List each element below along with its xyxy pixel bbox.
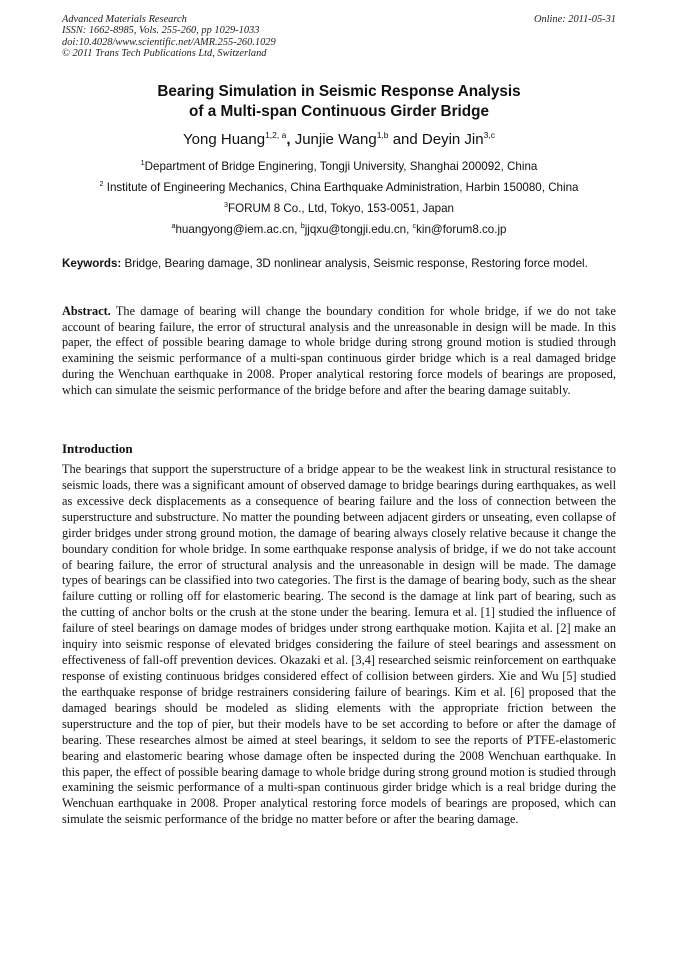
affiliation-text: Institute of Engineering Mechanics, China Earthquake Administration, Harbin 150080, China xyxy=(103,181,579,194)
email-sup: c xyxy=(412,221,417,230)
email-line xyxy=(62,219,616,240)
affiliation-text: Department of Bridge Enginering, Tongji University, Shanghai 200092, China xyxy=(144,160,538,173)
author-name: Yong Huang xyxy=(183,131,266,148)
keywords-label: Keywords: xyxy=(62,257,122,270)
affiliation-line xyxy=(62,156,616,177)
author-sup: 3,c xyxy=(483,130,495,140)
author-sup: 1,b xyxy=(376,130,389,140)
author-list xyxy=(62,130,616,150)
title-line-1: Bearing Simulation in Seismic Response Analysis xyxy=(157,83,521,100)
online-date: Online: 2011-05-31 xyxy=(533,14,616,25)
email-text: kin@forum8.co.jp xyxy=(416,223,507,236)
email-text: huangyong@iem.ac.cn, xyxy=(175,223,301,236)
author-separator: , xyxy=(286,131,295,148)
email-sup: a xyxy=(171,221,176,230)
affiliation-text: FORUM 8 Co., Ltd, Tokyo, 153-0051, Japan xyxy=(228,202,454,215)
keywords-text: Bridge, Bearing damage, 3D nonlinear analysis, Seismic response, Restoring force model. xyxy=(121,257,588,270)
issn-line: ISSN: 1662-8985, Vols. 255-260, pp 1029-1033 xyxy=(62,25,260,37)
affiliation-sup: 1 xyxy=(140,158,145,167)
affiliation-sup: 2 xyxy=(99,179,104,188)
journal-name: Advanced Materials Research xyxy=(62,14,187,25)
title-line-2: of a Multi-span Continuous Girder Bridge xyxy=(189,102,489,120)
author-name: Junjie Wang xyxy=(294,131,377,148)
affiliations xyxy=(62,156,616,240)
email-sup: b xyxy=(300,221,305,230)
author-separator: and xyxy=(388,131,422,148)
affiliation-sup: 3 xyxy=(224,200,228,209)
paper-title xyxy=(62,82,616,121)
affiliation-line xyxy=(62,198,616,219)
email-text: jjqxu@tongji.edu.cn, xyxy=(304,223,413,236)
journal-header xyxy=(62,14,616,60)
introduction-paragraph: The bearings that support the superstructure of a bridge appear to be the weakest link in structural resistance to seismic loads, there was a significant amount of observed damage to bridge bearings during earthquakes, as well as excessive deck displacements as a consequence of bearing failure and the loss of connection between the superstructure and substructure. No matter the pounding between adjacent girders or unseating, even collapse of girder bridges under strong ground motion, the damage of bearing always closely relative because it change the boundary condition for whole bridge. In some earthquake response analysis of bridge, if we do not take account of bearing failure, the error of structural analysis and the unreasonable in design will be made. The damage types of bearings can be classified into two categories. The first is the damage of bearing body, such as the shear failure cutting or rolling off for elastomeric bearing. The second is the damage at link part of bearing, such as the cutting of anchor bolts or the crush at the stone under the bearing. Iemura et al. [1] studied the influence of failure of steel bearings on damage modes of bridges under strong earthquake motion. Kajita et al. [2] make an inquiry into seismic response of elevated bridges considering the failure of steel bearings and assessment on effectiveness of fall-off prevention devices. Okazaki et al. [3,4] researched seismic reinforcement on earthquake response of existing continuous bridges considered effect of collision between girders. Xie and Wu [5] studied the earthquake response of bridge restrainers considering failure of bearings. Kim et al. [6] proposed that the damaged bearings should be modeled as sliding elements with the appropriate friction between the superstructure and the top of pier, but their models have to be set according to before or after the damage of bearing. These researches almost be aimed at steel bearings, it seldom to see the reports of PTFE-elastomeric bearing and elastomeric bearing whose damage often be inspected during the 2008 Wenchuan earthquake. In this paper, the effect of possible bearing damage to whole bridge during strong ground motion is studied through examining the seismic performance of a multi-span continuous girder bridge which is a real bridge during the Wenchuan earthquake in 2008. Proper analytical restoring force models of bearings are proposed, which can simulate the seismic performance of the bridge no matter before or after the bearing damage. xyxy=(62,462,616,827)
abstract-text: The damage of bearing will change the boundary condition for whole bridge, if we do not take account of bearing failure, the error of structural analysis and the unreasonable in design will be made. In this paper, the effect of possible bearing damage to whole bridge during strong ground motion is studied through examining the seismic performance of a multi-span continuous girder bridge which is a real damaged bridge during the Wenchuan earthquake in 2008. Proper analytical restoring force models of bearings are proposed, which can simulate the seismic performance of the bridge before and after the bearing damage suitably. xyxy=(62,304,616,397)
abstract-label: Abstract. xyxy=(62,304,111,318)
abstract-paragraph xyxy=(62,304,616,398)
keywords-paragraph xyxy=(62,257,616,272)
author-sup: 1,2, a xyxy=(265,130,287,140)
author-name: Deyin Jin xyxy=(421,131,484,148)
affiliation-line xyxy=(62,177,616,198)
section-heading-introduction: Introduction xyxy=(62,441,133,456)
copyright-line: © 2011 Trans Tech Publications Ltd, Switzerland xyxy=(62,48,267,60)
doi-line: doi:10.4028/www.scientific.net/AMR.255-260.1029 xyxy=(62,36,276,48)
